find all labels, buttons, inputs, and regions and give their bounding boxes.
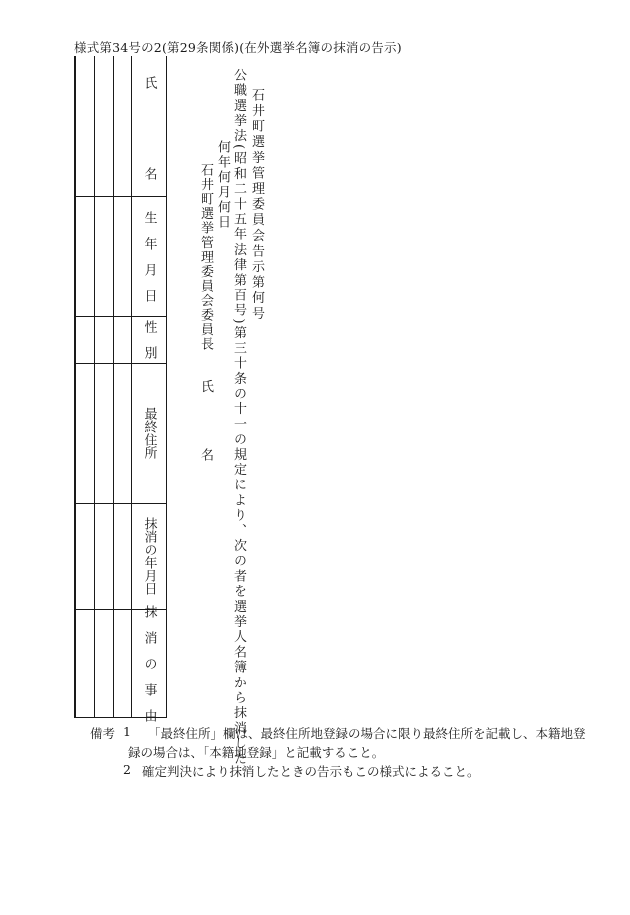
notice-body: 公職選挙法(昭和二十五年法律第百号)第三十条の十一の規定により、次の者を選挙人名簿から抹消した。 (231, 68, 246, 782)
header-deletion-reason: 抹 消 の 事 由 (141, 605, 157, 722)
signatory-title: 石井町選挙管理委員会委員長 (198, 163, 213, 352)
note-2-text: 確定判決により抹消したときの告示もこの様式によること。 (142, 764, 480, 779)
notice-signatory (199, 163, 212, 463)
header-birthdate: 生 年 月 日 (141, 210, 157, 302)
notice-date: 何年何月何日 (215, 140, 230, 230)
note-1-number: 1 (123, 724, 131, 739)
note-1-text: 「最終住所」欄は、最終住所地登録の場合に限り最終住所を記載し、本籍地登 (148, 726, 586, 741)
table-column-divider (113, 56, 114, 717)
note-1-text-cont: 録の場合は、「本籍地登録」と記載すること。 (128, 745, 385, 760)
header-deletion-date: 抹消の年月日 (141, 517, 157, 595)
table-column-divider (94, 56, 95, 717)
header-last-address: 最終住所 (141, 407, 157, 459)
notes-label: 備考 (90, 726, 116, 741)
note-2-number: 2 (123, 762, 131, 777)
notice-number: 石井町選挙管理委員会告示第何号 (249, 88, 264, 322)
signatory-name-2: 名 (198, 448, 213, 463)
form-title: 様式第34号の2(第29条関係)(在外選挙名簿の抹消の告示) (74, 40, 402, 55)
header-name: 氏 名 (141, 76, 157, 180)
header-sex: 性 別 (141, 320, 157, 359)
signatory-name-1: 氏 (198, 379, 213, 394)
